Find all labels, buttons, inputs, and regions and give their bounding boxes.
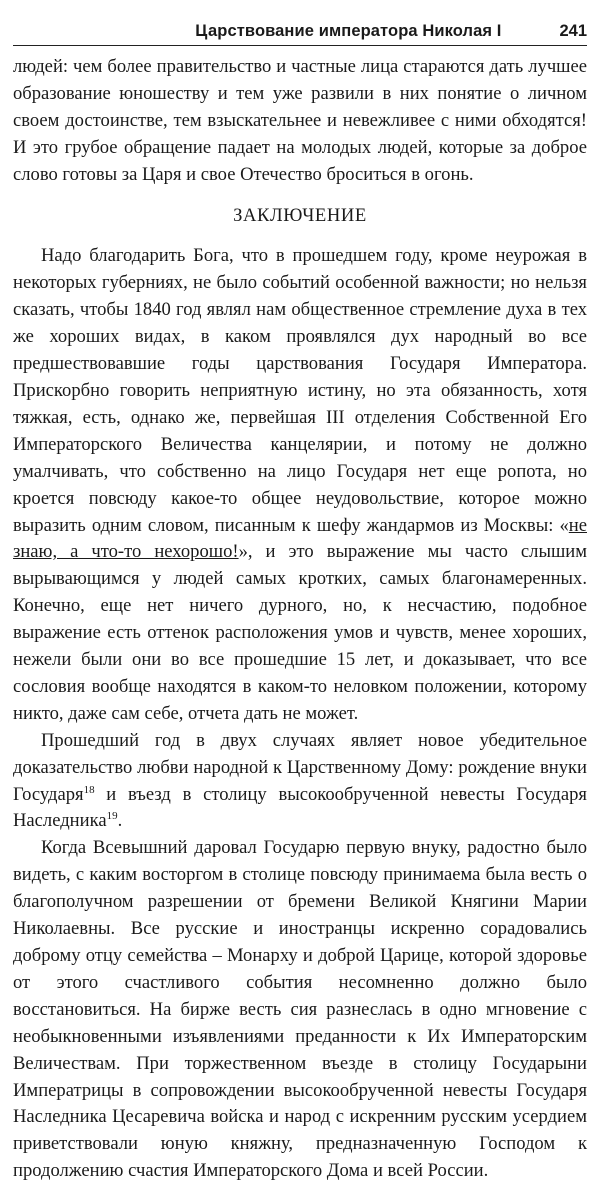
- running-header: [13, 0, 587, 46]
- paragraph-conclusion-1: [13, 243, 587, 727]
- running-title: Царствование императора Николая I: [195, 22, 502, 40]
- paragraph-text: Прошедший год в двух случаях являет новое убедительное доказательство любви народной к Царственному Дому: рождение внуки Государя: [13, 729, 587, 805]
- paragraph-text: », и это выражение мы часто слышим вырывающимся у людей самых кротких, самых благонамеренных. Конечно, еще нет ничего дурного, но, к несчастию, подобное выражение есть оттенок расположения умов и чувств, менее хороших, нежели были они во все прошедшие 15 лет, и доказывает, что все сословия вообще находятся в каком-то неловком положении, которому никто, даже сам себе, отчета дать не может.: [13, 541, 587, 724]
- paragraph-text: Надо благодарить Бога, что в прошедшем году, кроме неурожая в некоторых губерниях, не было событий особенной важности; но нельзя сказать, чтобы 1840 год являл нам общественное стремление духа в тех же хороших видах, в каком проявлялся дух народный во все предшествовавшие годы царствования Государя Императора. Прискорбно говорить неприятную истину, но эта обязанность, хотя тяжкая, есть, однако же, первейшая III отделения Собственной Его Императорского Величества канцелярии, и потому не должно умалчивать, что собственно на лицо Государя нет еще ропота, но кроется повсюду какое-то общее неудовольствие, которое можно выразить одним словом, писанным к шефу жандармов из Москвы: «: [13, 245, 587, 536]
- body-text: [13, 54, 587, 1185]
- footnote-ref-18: 18: [83, 783, 95, 796]
- footnote-ref-19: 19: [106, 810, 118, 823]
- paragraph-text: .: [117, 810, 123, 832]
- paragraph-conclusion-2: [13, 728, 587, 836]
- section-heading: ЗАКЛЮЧЕНИЕ: [233, 204, 367, 226]
- underlined-quote: не знаю, а что-то нехорошо!: [13, 514, 587, 563]
- paragraph-continuation: людей: чем более правительство и частные лица стараются дать лучшее образование юношеству и тем уже развили в них понятие о личном своем достоинстве, тем взыскательнее и невежливее с ними обходятся! И это грубое обращение падает на молодых людей, которые за доброе слово готовы за Царя и свое Отечество броситься в огонь.: [13, 56, 587, 185]
- paragraph-text: и въезд в столицу высокообрученной невесты Государя Наследника: [13, 783, 587, 832]
- page-number: 241: [559, 22, 587, 40]
- paragraph-conclusion-3: Когда Всевышний даровал Государю первую внуку, радостно было видеть, с каким восторгом в столице повсюду принимаема была весть о благополучном разрешении от бремени Великой Княгини Марии Николаевны. Все русские и иностранцы искренно сорадовались доброму отцу семейства – Монарху и доброй Царице, которой здоровье от этого счастливого события несомненно должно было восстановиться. На бирже весть сия разнеслась в одно мгновение с необыкновенными изъявлениями преданности к Их Императорским Величествам. При торжественном въезде в столицу Государыни Императрицы в сопровождении высокообрученной невесты Государя Наследника Цесаревича войска и народ с искренним русским усердием приветствовали юную княжну, предназначенную Господом к продолжению счастия Императорского Дома и всей России.: [13, 837, 587, 1182]
